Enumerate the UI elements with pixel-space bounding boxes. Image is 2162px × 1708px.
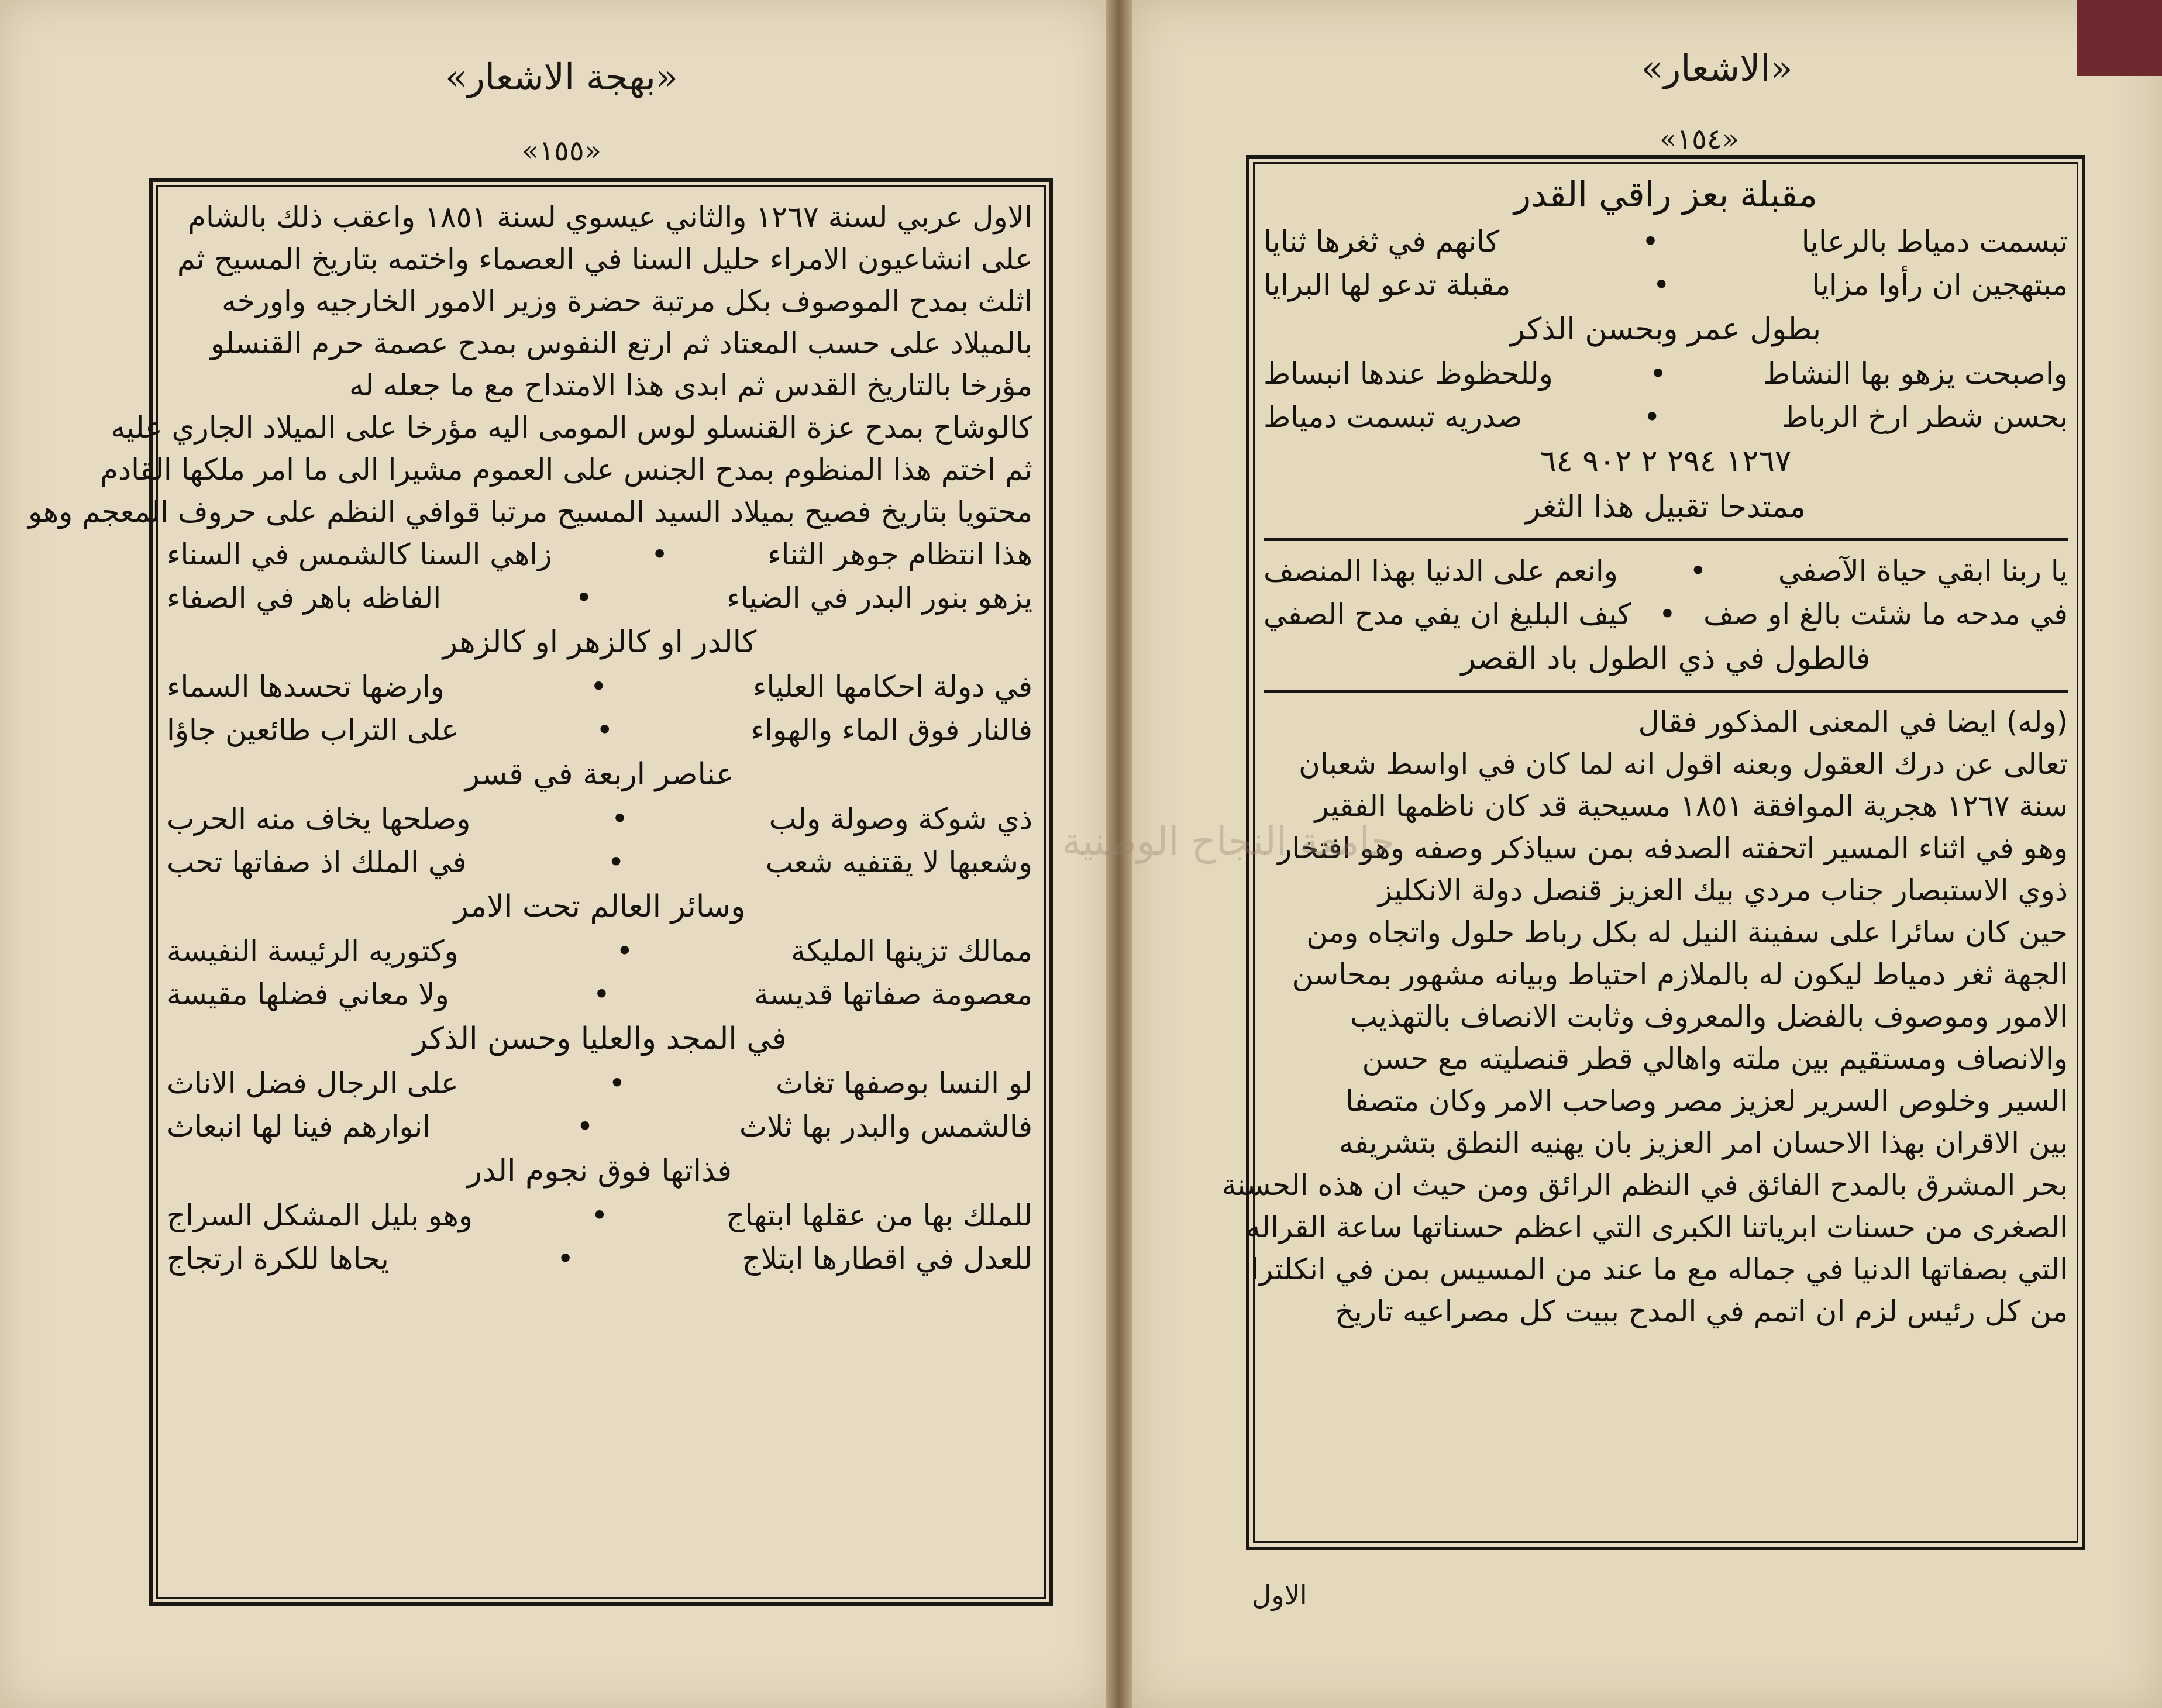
hemistich-right: هذا انتظام جوهر الثناء: [767, 538, 1032, 571]
prose-line: حين كان سائرا على سفينة النيل له بكل رباط حلول واتجاه ومن: [1306, 915, 2068, 949]
prose-line: محتويا بتاريخ فصيح بميلاد السيد المسيح مرتبا قوافي النظم على حروف المعجم وهو: [27, 495, 1032, 529]
hemistich-left: الفاظه باهر في الصفاء: [167, 581, 442, 615]
hemistich-right: واصبحت يزهو بها النشاط: [1763, 357, 2068, 391]
left-prose: [27, 196, 1032, 533]
verse-line: [167, 1237, 1032, 1280]
hemistich-right: مبتهجين ان رأوا مزايا: [1812, 268, 2068, 302]
hemistich-right: في مدحه ما شئت بالغ او صف: [1703, 597, 2068, 631]
prose-line: التي بصفاتها الدنيا في جماله مع ما عند من المسيس بمن في انكلترا: [1251, 1252, 2068, 1286]
verse-line: [1264, 593, 2068, 636]
prose-line: والانصاف ومستقيم بين ملته واهالي قطر قنصليته مع حسن: [1362, 1042, 2068, 1076]
verse-separator: •: [1658, 597, 1676, 631]
verse-refrain: وسائر العالم تحت الامر: [453, 889, 746, 924]
right-page-number: «١٥٤»: [1659, 123, 1740, 156]
poem-title: مقبلة بعز راقي القدر: [1514, 174, 1817, 215]
verse-line: [167, 708, 1032, 752]
verse-separator: •: [1653, 268, 1670, 302]
prose-line: سنة ١٢٦٧ هجرية الموافقة ١٨٥١ مسيحية قد كان ناظمها الفقير: [1314, 789, 2068, 823]
verse-separator: •: [1649, 357, 1667, 391]
prose-line: الصغرى من حسنات ابرياتنا الكبرى التي اعظم حسناتها ساعة القراله: [1245, 1210, 2068, 1244]
verse-separator: •: [650, 538, 669, 571]
prose-line: من كل رئيس لزم ان اتمم في المدح ببيت كل مصراعيه تاريخ: [1335, 1294, 2068, 1328]
section-rule-2: [1264, 690, 2068, 693]
hemistich-left: ولا معاني فضلها مقيسة: [167, 977, 449, 1011]
hemistich-left: صدريه تبسمت دمياط: [1264, 400, 1523, 434]
hemistich-right: يزهو بنور البدر في الضياء: [727, 581, 1032, 615]
hemistich-left: كانهم في ثغرها ثنايا: [1264, 225, 1500, 259]
right-running-head: «الاشعار»: [1641, 47, 1793, 89]
verse-line: [1264, 352, 2068, 395]
verse-separator: •: [1641, 225, 1660, 259]
hemistich-right: لو النسا بوصفها تغاث: [776, 1066, 1032, 1100]
hemistich-left: يحاها للكرة ارتجاج: [167, 1242, 389, 1276]
verse-line: [1264, 263, 2068, 307]
library-watermark: جامعة النجاح الوطنية: [1062, 819, 1395, 864]
verse-refrain: فذاتها فوق نجوم الدر: [467, 1153, 732, 1189]
verse-separator: •: [611, 802, 629, 836]
verse-separator: •: [1643, 400, 1661, 434]
verse-line: [167, 665, 1032, 708]
verse-separator: •: [608, 1066, 626, 1100]
verse-separator: •: [556, 1242, 574, 1276]
verse-separator: •: [576, 1110, 594, 1144]
prose-line: الجهة ثغر دمياط ليكون له بالملازم احتياط وبيانه مشهور بمحاسن: [1292, 958, 2068, 991]
verse-line: [1264, 220, 2068, 263]
verse-separator: •: [1689, 554, 1707, 588]
verse-separator: •: [590, 670, 608, 704]
hemistich-left: كيف البليغ ان يفي مدح الصفي: [1264, 597, 1631, 631]
hemistich-left: وصلحها يخاف منه الحرب: [167, 802, 471, 836]
hemistich-right: للعدل في اقطارها ابتلاج: [742, 1242, 1032, 1276]
hemistich-right: فالشمس والبدر بها ثلاث: [739, 1110, 1032, 1144]
left-running-head: «بهجة الاشعار»: [445, 56, 678, 98]
hemistich-left: وللحظوظ عندها انبساط: [1264, 357, 1553, 391]
catchword: الاول: [1252, 1579, 1307, 1611]
chronogram-numbers: ١٢٦٧ ٢٩٤ ٢ ٩٠٢ ٦٤: [1540, 444, 1792, 479]
hemistich-left: زاهي السنا كالشمس في السناء: [167, 538, 552, 571]
hemistich-left: وهو بليل المشكل السراج: [167, 1199, 473, 1232]
verse-line: [1264, 549, 2068, 593]
verse-separator: •: [593, 977, 611, 1011]
hemistich-right: ذي شوكة وصولة ولب: [769, 802, 1032, 836]
prose-line: على انشاعيون الامراء حليل السنا في العصماء واختمه بتاريخ المسيح ثم: [177, 242, 1032, 276]
verse-line: [167, 576, 1032, 619]
prose-line: بالميلاد على حسب المعتاد ثم ارتع النفوس بمدح عصمة حرم القنسلو: [210, 326, 1032, 360]
hemistich-right: فالنار فوق الماء والهواء: [750, 713, 1032, 747]
prose-line: بحر المشرق بالمدح الفائق في النظم الرائق ومن حيث ان هذه الحسنة: [1221, 1168, 2068, 1202]
hemistich-left: مقبلة تدعو لها البرايا: [1264, 268, 1511, 302]
prose-line: (وله) ايضا في المعنى المذكور فقال: [1638, 705, 2068, 739]
right-verses: [1264, 220, 2068, 530]
verse-separator: •: [575, 581, 593, 615]
hemistich-left: انوارهم فينا لها انبعاث: [167, 1110, 431, 1144]
verse-separator: •: [607, 845, 625, 879]
prose-line: ثم اختم هذا المنظوم بمدح الجنس على العموم مشيرا الى ما امر ملكها القادم: [99, 453, 1032, 487]
verse-line: [1264, 395, 2068, 439]
prose-line: تعالى عن درك العقول وبعنه اقول انه لما كان في اواسط شعبان: [1299, 747, 2068, 781]
left-page-number: «١٥٥»: [521, 135, 602, 167]
left-text-block: [27, 196, 1032, 1588]
verse-separator: •: [591, 1199, 608, 1232]
prose-line: السير وخلوص السرير لعزيز مصر وصاحب الامر وكان متصفا: [1345, 1084, 2068, 1118]
hemistich-left: على الرجال فضل الاناث: [167, 1066, 459, 1100]
verse-line: [167, 841, 1032, 884]
binding-cloth: [2077, 0, 2162, 76]
prose-line: مؤرخا بالتاريخ القدس ثم ابدى هذا الامتداح مع ما جعله له: [349, 369, 1032, 402]
hemistich-right: في دولة احكامها العلياء: [752, 670, 1032, 704]
hemistich-left: وارضها تحسدها السماء: [167, 670, 445, 704]
prose-line: كالوشاح بمدح عزة القنسلو لوس المومى اليه مؤرخا على الميلاد الجاري عليه: [111, 411, 1032, 445]
verse-line: [167, 533, 1032, 576]
verse-refrain: عناصر اربعة في قسر: [464, 757, 735, 792]
hemistich-left: وكتوريه الرئيسة النفيسة: [167, 934, 459, 968]
hemistich-right: تبسمت دمياط بالرعايا: [1801, 225, 2068, 259]
verse-refrain: ممتدحا تقبيل هذا الثغر: [1526, 490, 1806, 525]
verse-line: [167, 973, 1032, 1016]
prose-line: وهو في اثناء المسير اتحفته الصدفه بمن سياذكر وصفه وهو افتخار: [1278, 831, 2068, 865]
verse-line: [167, 929, 1032, 973]
hemistich-left: في الملك اذ صفاتها تحب: [167, 845, 467, 879]
left-verses: [167, 533, 1032, 1280]
prose-line: اثلث بمدح الموصوف بكل مرتبة حضرة وزير الامور الخارجيه واورخه: [221, 284, 1032, 318]
verse-line: [167, 1062, 1032, 1105]
hemistich-right: وشعبها لا يقتفيه شعب: [765, 845, 1032, 879]
verse-refrain: بطول عمر وبحسن الذكر: [1510, 312, 1822, 347]
hemistich-left: على التراب طائعين جاؤا: [167, 713, 459, 747]
hemistich-right: معصومة صفاتها قديسة: [753, 977, 1032, 1011]
hemistich-left: وانعم على الدنيا بهذا المنصف: [1264, 554, 1618, 588]
prose-line: الامور وموصوف بالفضل والمعروف وثابت الانصاف بالتهذيب: [1349, 1000, 2068, 1034]
verse-refrain: فالطول في ذي الطول باد القصر: [1461, 641, 1871, 676]
verse-separator: •: [596, 713, 614, 747]
verse-line: [167, 1105, 1032, 1148]
verse-separator: •: [616, 934, 634, 968]
verse-refrain: كالدر او كالزهر او كالزهر: [442, 625, 757, 660]
section-rule: [1264, 538, 2068, 541]
hemistich-right: للملك بها من عقلها ابتهاج: [726, 1199, 1032, 1232]
verse-line: [167, 1194, 1032, 1237]
prose-line: الاول عربي لسنة ١٢٦٧ والثاني عيسوي لسنة ١٨٥١ واعقب ذلك بالشام: [188, 200, 1032, 234]
prose-line: بين الاقران بهذا الاحسان امر العزيز بان يهنيه النطق بتشريفه: [1338, 1126, 2068, 1160]
hemistich-right: بحسن شطر ارخ الرباط: [1781, 400, 2068, 434]
verse-refrain: في المجد والعليا وحسن الذكر: [412, 1021, 787, 1056]
hemistich-right: يا ربنا ابقي حياة الآصفي: [1778, 554, 2068, 588]
prose-line: ذوي الاستبصار جناب مردي بيك العزيز قنصل دولة الانكليز: [1378, 873, 2068, 907]
hemistich-right: ممالك تزينها المليكة: [791, 934, 1032, 968]
right-closing-verses: [1264, 549, 2068, 681]
verse-line: [167, 797, 1032, 841]
